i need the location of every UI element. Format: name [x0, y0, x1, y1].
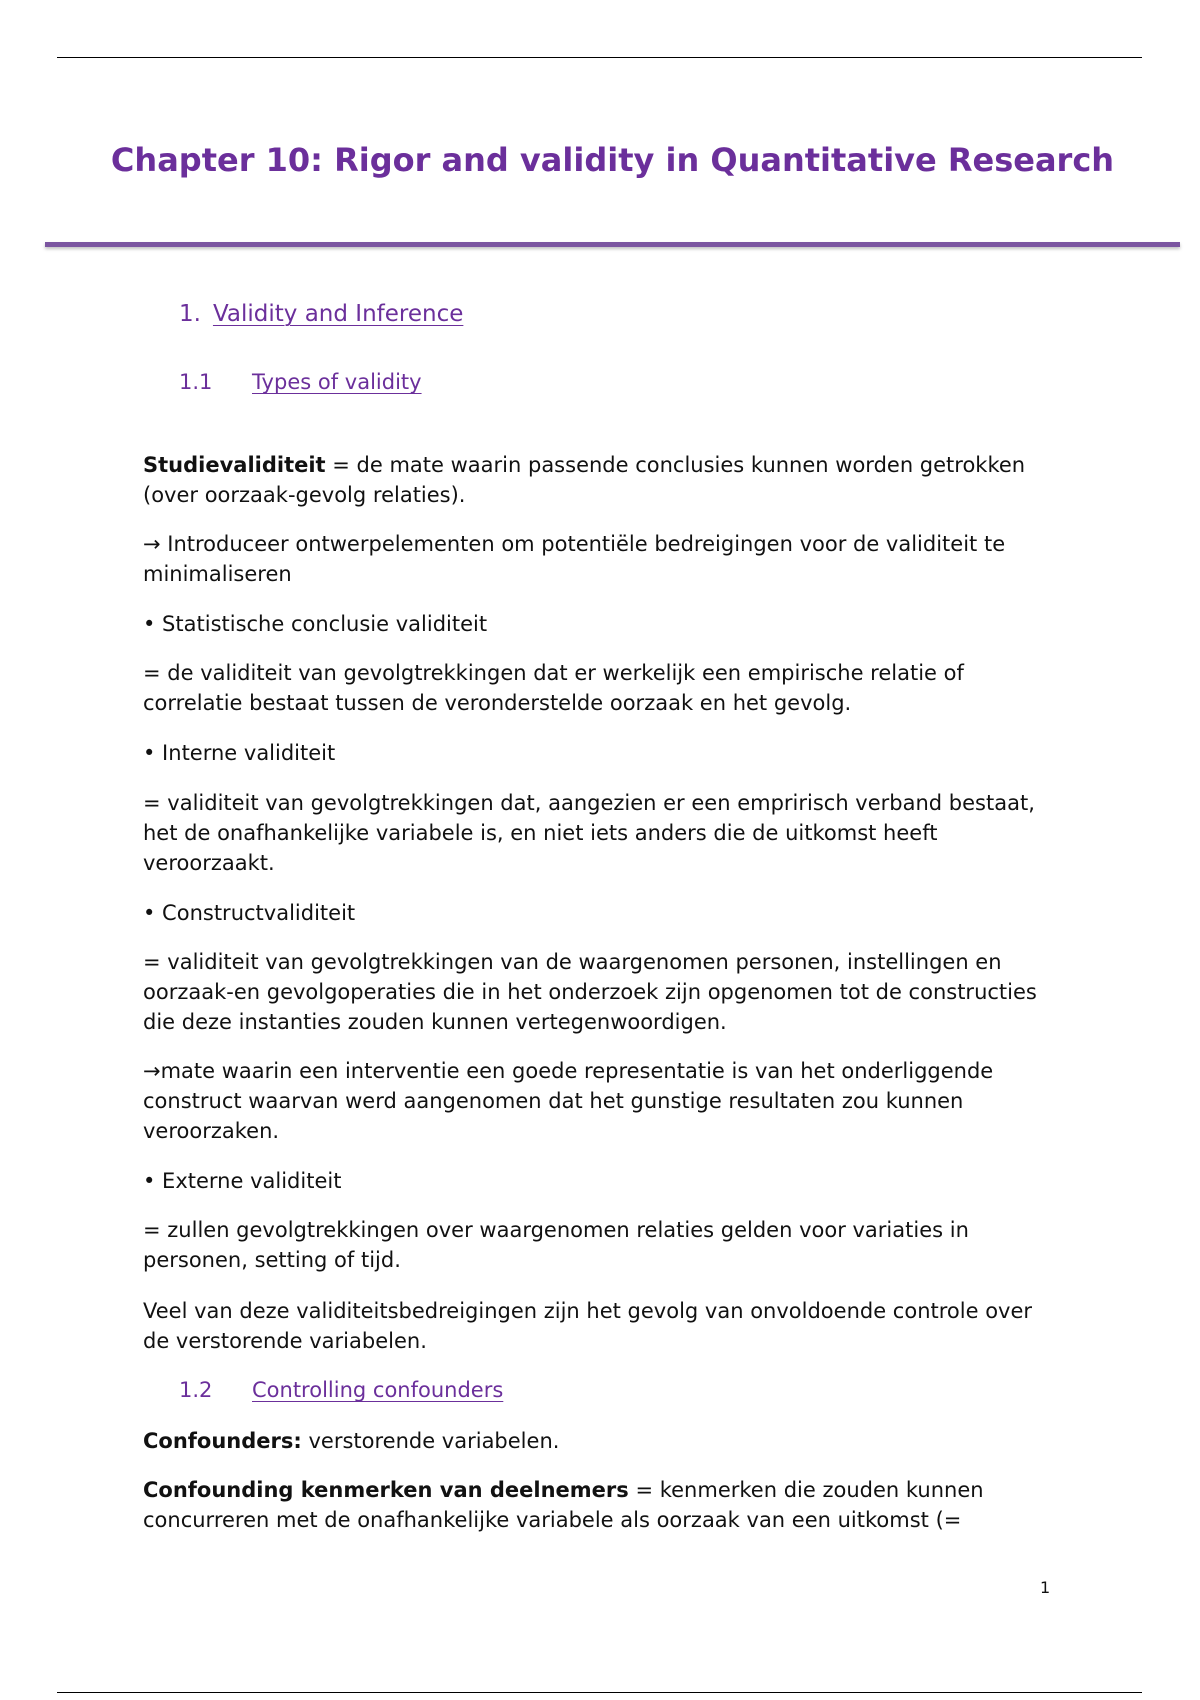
term-confounders: Confounders: [143, 1429, 302, 1453]
definition-text: verstorende variabelen. [301, 1429, 560, 1453]
section-heading-1-1 [179, 368, 422, 396]
definition-text: = kenmerken die zouden kunnen concurreren met de onafhankelijke variabele als oorzaak van een uitkomst (= [143, 1478, 984, 1532]
section-number: 1.2 [179, 1378, 213, 1402]
section-number: 1.1 [179, 370, 213, 394]
title-block [45, 138, 1180, 183]
paragraph-construct-definition: = validiteit van gevolgtrekkingen van de waargenomen personen, instellingen en oorzaak-en gevolgoperaties die in het onderzoek zijn opgenomen tot de constructies die deze instanties zouden kunnen vertegenwoordigen. [143, 950, 1037, 1034]
bullet-interne-validiteit: • Interne validiteit [143, 741, 336, 765]
page-title: Chapter 10: Rigor and validity in Quantitative Research [110, 141, 1115, 179]
section-link-validity-and-inference[interactable]: Validity and Inference [212, 301, 464, 327]
section-heading-1-2 [179, 1376, 503, 1404]
title-underline [45, 242, 1180, 247]
term-studievaliditeit: Studievaliditeit [143, 453, 326, 477]
paragraph-externe-definition: = zullen gevolgtrekkingen over waargenomen relaties gelden voor variaties in personen, setting of tijd. [143, 1218, 969, 1272]
section-number: 1. [179, 301, 201, 327]
bullet-externe-validiteit: • Externe validiteit [143, 1169, 342, 1193]
paragraph-statistische-definition: = de validiteit van gevolgtrekkingen dat er werkelijk een empirische relatie of correlatie bestaat tussen de veronderstelde oorzaak en het gevolg. [143, 661, 964, 715]
header-rule [57, 57, 1142, 58]
term-confounding-kenmerken: Confounding kenmerken van deelnemers [143, 1478, 629, 1502]
footer-rule [57, 1692, 1142, 1693]
paragraph-mate-waarin: →mate waarin een interventie een goede representatie is van het onderliggende construct waarvan werd aangenomen dat het gunstige resultaten zou kunnen veroorzaken. [143, 1059, 994, 1143]
section-heading-1 [179, 299, 463, 329]
section-link-controlling-confounders[interactable]: Controlling confounders [252, 1378, 504, 1402]
paragraph-confounders [143, 1426, 1063, 1456]
paragraph-confounding-kenmerken [143, 1475, 1063, 1535]
paragraph-interne-definition: = validiteit van gevolgtrekkingen dat, aangezien er een empririsch verband bestaat, het de onafhankelijke variabele is, en niet iets anders die de uitkomst heeft veroorzaakt. [143, 791, 1035, 875]
bullet-constructvaliditeit: • Constructvaliditeit [143, 901, 356, 925]
definition-text: = de mate waarin passende conclusies kunnen worden getrokken (over oorzaak-gevolg relaties). [143, 453, 1026, 507]
paragraph-validiteitsbedreigingen: Veel van deze validiteitsbedreigingen zijn het gevolg van onvoldoende controle over de verstorende variabelen. [143, 1299, 1033, 1353]
section-link-types-of-validity[interactable]: Types of validity [252, 370, 422, 394]
bullet-statistische-conclusie: • Statistische conclusie validiteit [143, 612, 488, 636]
page-number: 1 [1040, 1578, 1051, 1597]
paragraph-studievaliditeit [143, 450, 1063, 510]
paragraph-introduceer: → Introduceer ontwerpelementen om potentiële bedreigingen voor de validiteit te minimaliseren [143, 532, 1006, 586]
